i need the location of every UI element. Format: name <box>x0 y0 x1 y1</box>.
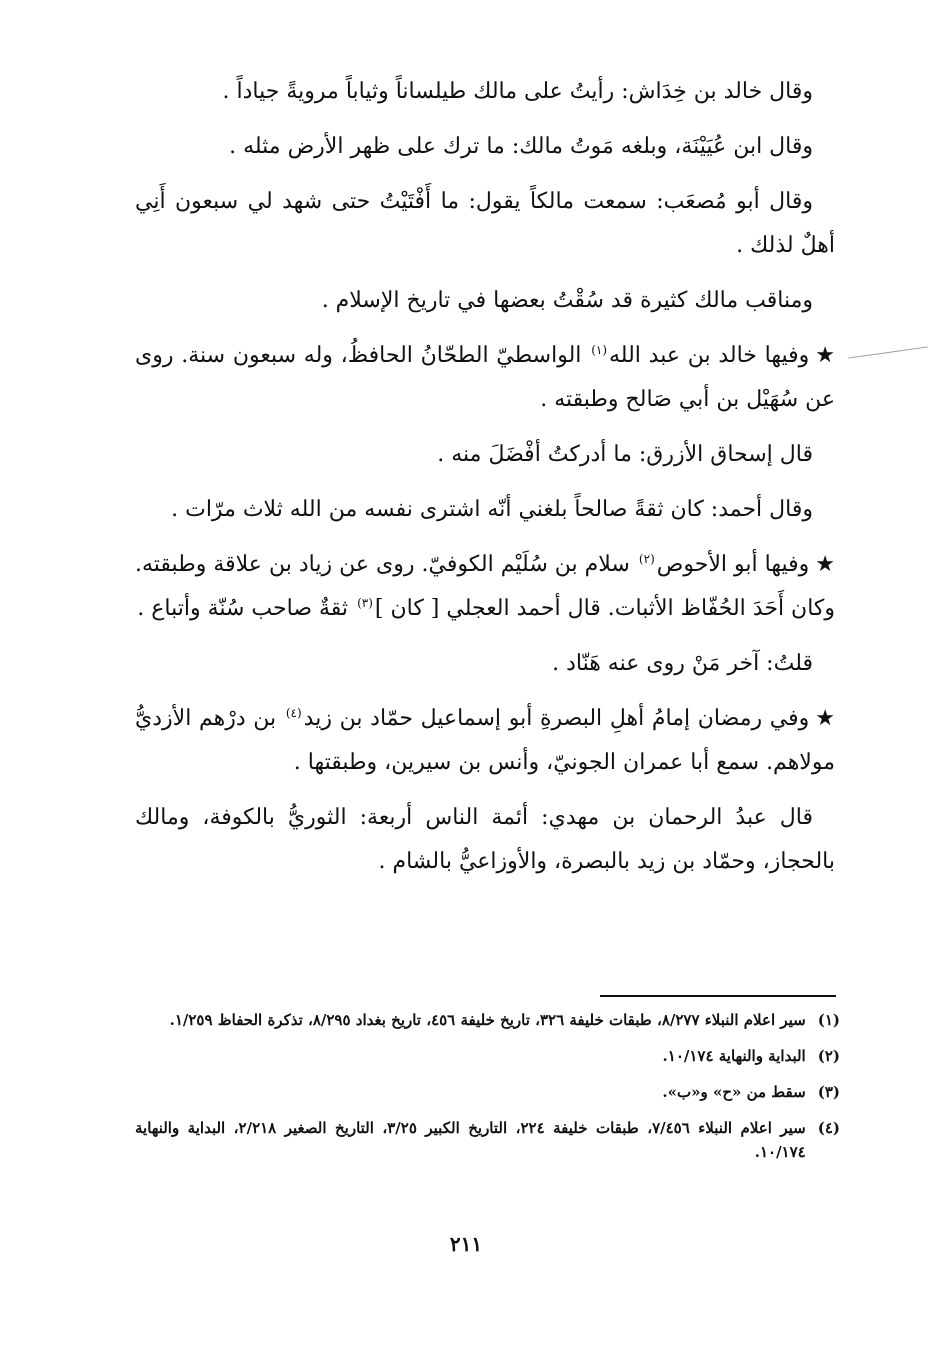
footnote-text: سقط من «ح» و«ب». <box>662 1083 806 1101</box>
paragraph-manaqib-malik: ومناقب مالك كثيرة قد سُقْتُ بعضها في تاريخ الإسلام . <box>321 288 813 313</box>
footnote-3 <box>135 1080 840 1104</box>
entry-text: بن درْهم الأزديُّ مولاهم. سمع أبا عمران الجونيّ، وأنس بن سيرين، وطبقتها . <box>135 706 835 775</box>
paragraph-ishaq-al-azraq: قال إسحاق الأزرق: ما أدركتُ أفْضَلَ منه . <box>437 442 813 467</box>
page-number: ٢١١ <box>449 1232 483 1256</box>
paragraph-ahmad: وقال أحمد: كان ثقةً صالحاً بلغني أنّه اشترى نفسه من الله ثلاث مرّات . <box>171 497 813 522</box>
footnote-4 <box>135 1116 840 1164</box>
entry-text: سلام بن سُلَيْم الكوفيّ. روى عن زياد بن علاقة وطبقته. وكان أَحَدَ الحُفّاظ الأثبات. قال أحمد العجلي [ كان ] <box>135 552 835 621</box>
footnote-text: البداية والنهاية ١٠/١٧٤. <box>662 1047 806 1065</box>
entry-hammad-ibn-zayd <box>135 697 835 785</box>
main-text <box>135 70 835 895</box>
paragraph-abu-musab: وقال أبو مُصعَب: سمعت مالكاً يقول: ما أَفْتَيْتُ حتى شهد لي سبعون أَنِي أهلٌ لذلك . <box>135 189 835 258</box>
entry-text: ثقةٌ صاحب سُنّة وأتباع . <box>137 596 349 621</box>
paragraph-qultu: قلتُ: آخر مَنْ روى عنه هَنّاد . <box>552 651 813 676</box>
star-icon: ★ <box>815 552 835 577</box>
paragraph-khalid-ibn-khidash: وقال خالد بن خِدَاش: رأيتُ على مالك طيلساناً وثياباً مرويةً جياداً . <box>222 79 813 104</box>
entry-text: وفيها خالد بن عبد الله <box>609 343 810 368</box>
footnote-number: (١) <box>817 1011 840 1029</box>
footnote-2 <box>135 1044 840 1068</box>
star-icon: ★ <box>815 706 835 731</box>
footnote-number: (٣) <box>817 1083 840 1101</box>
paragraph-ibn-uyaynah: وقال ابن عُيَيْنَة، وبلغه مَوتُ مالك: ما ترك على ظهر الأرض مثله . <box>229 134 813 159</box>
footnote-ref: (٣) <box>357 595 373 610</box>
footnote-ref: (٢) <box>638 551 655 566</box>
entry-khalid-ibn-abdullah <box>135 334 835 422</box>
footnote-ref: (١) <box>591 342 608 357</box>
footnote-text: سير اعلام النبلاء ٧/٤٥٦، طبقات خليفة ٢٢٤، التاريخ الكبير ٣/٢٥، التاريخ الصغير ٢/٢١٨، البداية والنهاية ١٠/١٧٤. <box>135 1119 806 1161</box>
footnote-1 <box>135 1008 840 1032</box>
footnote-number: (٤) <box>817 1119 840 1137</box>
margin-mark <box>848 346 927 358</box>
footnotes <box>135 1008 840 1176</box>
footnote-ref: (٤) <box>285 705 302 720</box>
paragraph-ibn-mahdi: قال عبدُ الرحمان بن مهدي: أئمة الناس أربعة: الثوريُّ بالكوفة، ومالك بالحجاز، وحمّاد بن زيد بالبصرة، والأوزاعيُّ بالشام . <box>135 805 835 874</box>
entry-text: وفيها أبو الأحوص <box>656 552 810 577</box>
footnote-number: (٢) <box>817 1047 840 1065</box>
entry-abu-al-ahwas <box>135 543 835 631</box>
footnote-text: سير اعلام النبلاء ٨/٢٧٧، طبقات خليفة ٣٢٦، تاريخ خليفة ٤٥٦، تاريخ بغداد ٨/٢٩٥، تذكرة الحفاظ ١/٢٥٩. <box>169 1011 806 1029</box>
entry-text: الواسطيّ الطحّانُ الحافظُ، وله سبعون سنة. روى عن سُهَيْل بن أبي صَالح وطبقته . <box>135 343 835 412</box>
entry-text: وفي رمضان إمامُ أهلِ البصرةِ أبو إسماعيل حمّاد بن زيد <box>303 706 810 731</box>
star-icon: ★ <box>815 343 836 368</box>
footnote-separator <box>600 995 836 997</box>
